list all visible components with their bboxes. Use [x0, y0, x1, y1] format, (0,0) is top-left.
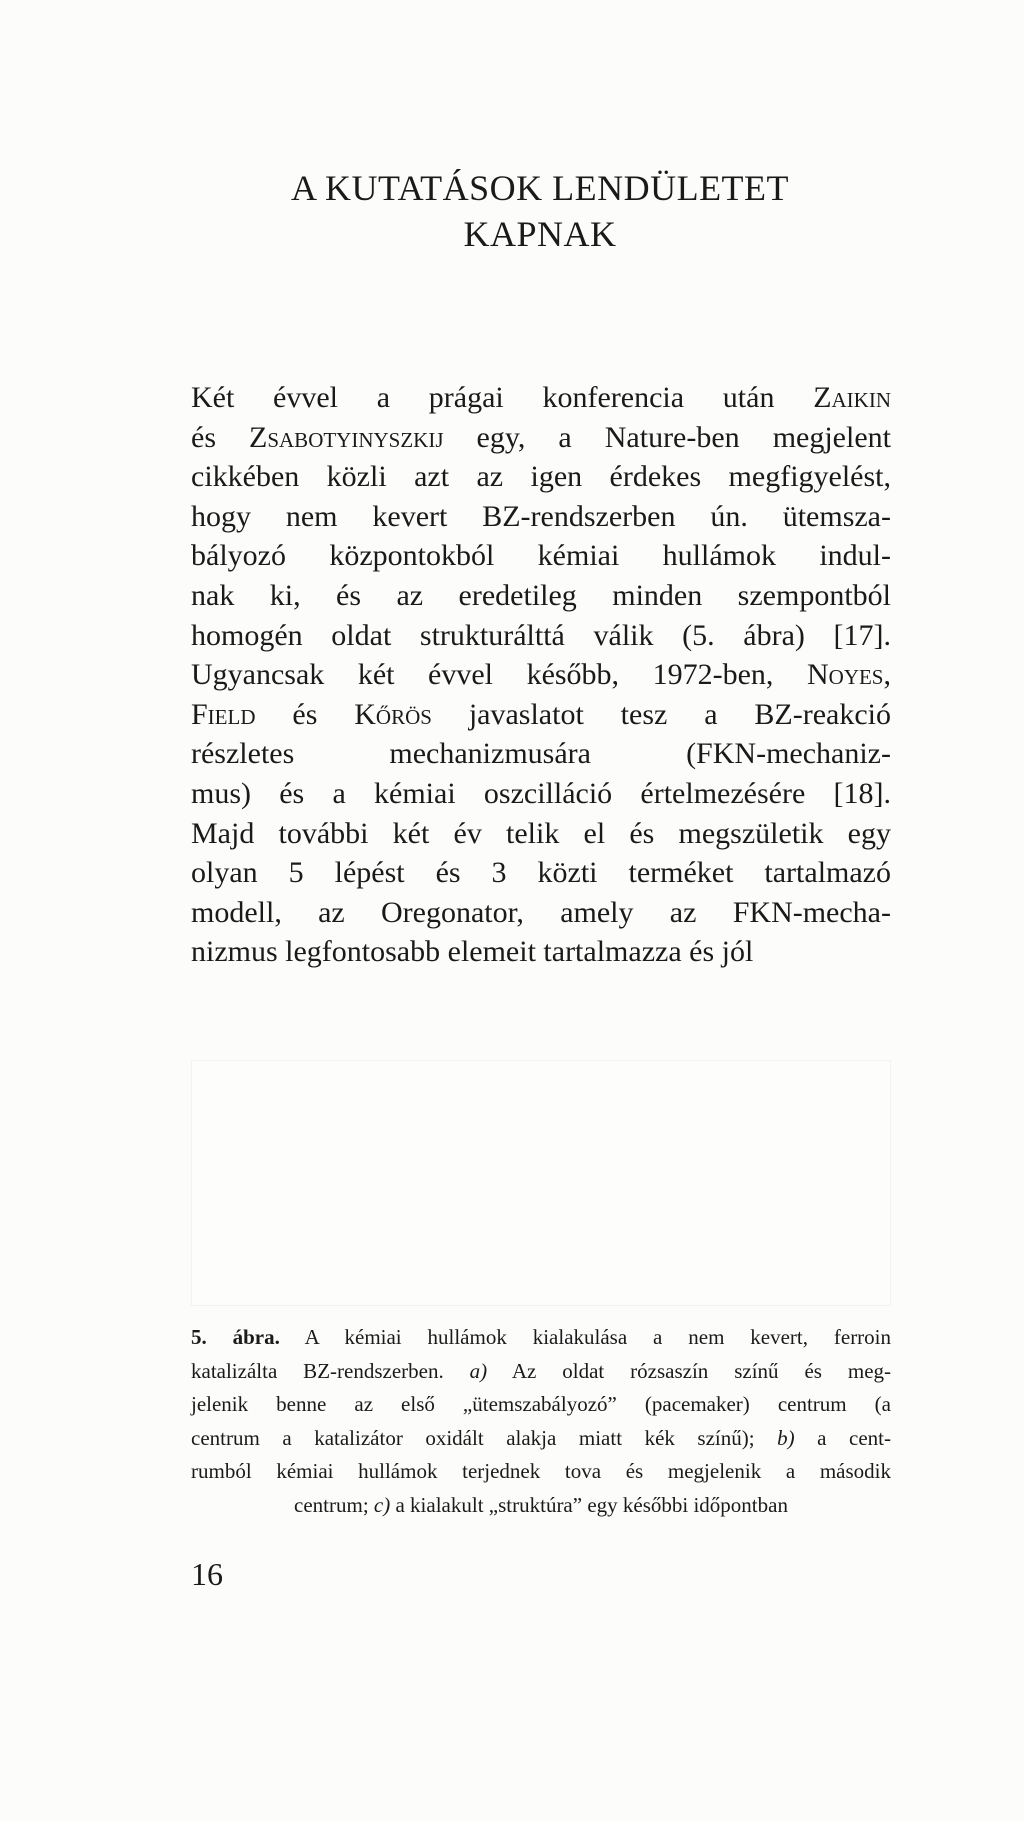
caption-text-run: katalizálta BZ-rendszerben.: [191, 1358, 470, 1383]
body-text-run: egy, a Nature-ben megjelent: [443, 420, 891, 454]
caption-text-run: a kialakult „struktúra” egy későbbi időpontban: [390, 1492, 788, 1517]
body-paragraph: [191, 378, 891, 972]
caption-text-run: Az oldat rózsaszín színű és meg-: [487, 1358, 892, 1383]
chapter-title-line-2: KAPNAK: [463, 214, 617, 254]
caption-text-run: A kémiai hullámok kialakulása a nem kevert, ferroin: [279, 1325, 892, 1349]
caption-text-run: centrum;: [294, 1492, 374, 1517]
caption-line: rumból kémiai hullámok terjednek tova és megjelenik a második: [191, 1459, 891, 1483]
body-text-run: Ugyancsak két évvel később, 1972-ben,: [191, 658, 807, 692]
body-line: nizmus legfontosabb elemeit tartalmazza és jól: [191, 935, 754, 969]
body-line: mus) és a kémiai oszcilláció értelmezésére [18].: [191, 776, 891, 810]
body-line: modell, az Oregonator, amely az FKN-mecha-: [191, 895, 891, 929]
body-line: bályozó központokból kémiai hullámok indul-: [191, 539, 891, 573]
caption-line: [191, 1321, 891, 1355]
body-line: [191, 695, 891, 735]
body-text-run: és: [191, 420, 250, 454]
body-line: Majd további két év telik el és megszületik egy: [191, 816, 891, 850]
chapter-title: [180, 165, 900, 257]
body-line: olyan 5 lépést és 3 közti terméket tartalmazó: [191, 856, 891, 890]
caption-line: [191, 1355, 891, 1389]
caption-label: 5. ábra.: [191, 1325, 280, 1349]
body-line: [191, 378, 891, 418]
body-line: [191, 418, 891, 458]
caption-line: [191, 1422, 891, 1456]
body-text-run: javaslatot tesz a BZ-reakció: [431, 697, 891, 731]
caption-text-run: centrum a katalizátor oxidált alakja miatt kék színű);: [191, 1425, 778, 1450]
body-text-run: és: [255, 697, 355, 731]
caption-text-run: a cent-: [794, 1425, 891, 1450]
body-line: homogén oldat strukturálttá válik (5. ábra) [17].: [191, 618, 891, 652]
author-name-field: Field: [191, 697, 256, 731]
body-line: cikkében közli azt az igen érdekes megfigyelést,: [191, 460, 891, 494]
author-name-zaikin: Zaikin: [813, 381, 891, 414]
figure-image-area: [191, 1060, 891, 1306]
caption-panel-c: c): [373, 1492, 391, 1517]
body-text-run: Két évvel a prágai konferencia után: [191, 381, 814, 414]
caption-line: jelenik benne az első „ütemszabályozó” (pacemaker) centrum (a: [191, 1392, 891, 1416]
caption-panel-b: b): [777, 1425, 795, 1450]
caption-line: [191, 1489, 891, 1523]
body-text-run: ,: [883, 658, 891, 692]
body-line: részletes mechanizmusára (FKN-mechaniz-: [191, 737, 891, 771]
caption-panel-a: a): [469, 1358, 488, 1383]
chapter-title-line-1: A KUTATÁSOK LENDÜLETET: [290, 168, 790, 208]
author-name-noyes: Noyes: [806, 658, 884, 692]
body-line: nak ki, és az eredetileg minden szempontból: [191, 578, 891, 612]
page-number: 16: [191, 1556, 223, 1592]
figure-caption: [191, 1321, 891, 1522]
body-line: hogy nem kevert BZ-rendszerben ún. ütemsza-: [191, 499, 891, 533]
body-line: [191, 655, 891, 695]
author-name-koros: Kőrös: [354, 697, 432, 731]
author-name-zsabotyinyszkij: Zsabotyinyszkij: [249, 420, 444, 454]
